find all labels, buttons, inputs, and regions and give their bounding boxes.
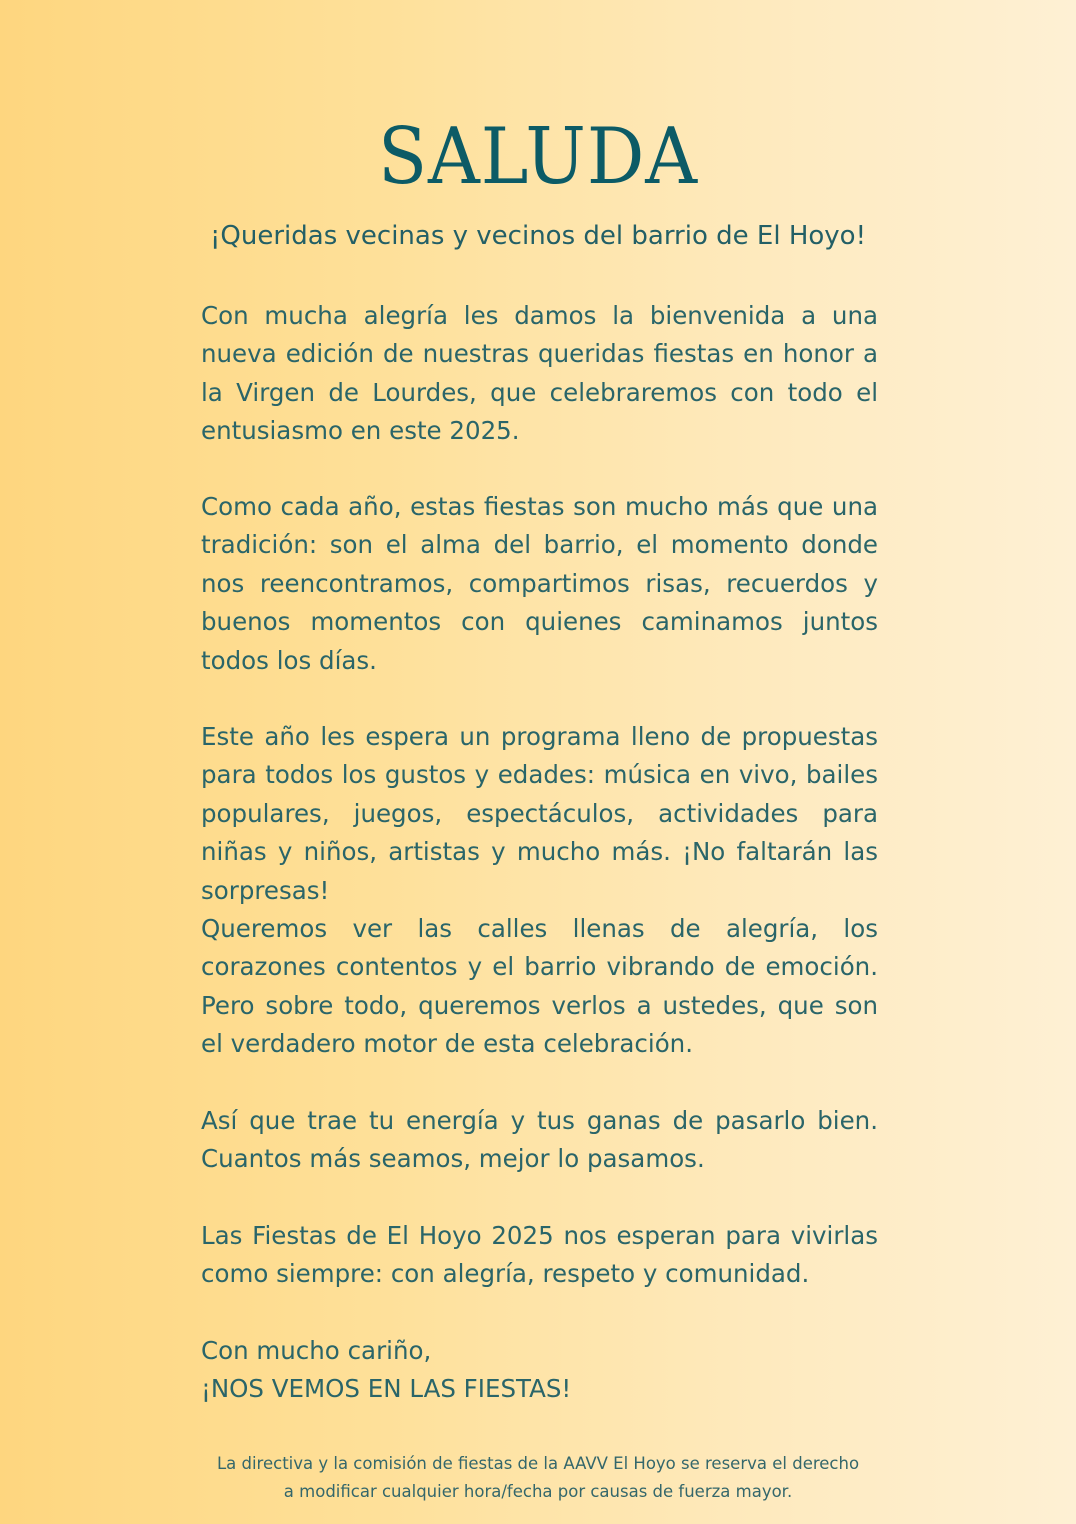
- greeting: ¡Queridas vecinas y vecinos del barrio de El Hoyo!: [210, 221, 866, 251]
- paragraph-community: Las Fiestas de El Hoyo 2025 nos esperan para vivirlas como siempre: con alegría, respeto y comunidad.: [201, 1221, 878, 1289]
- paragraph-streets: Queremos ver las calles llenas de alegría, los corazones contentos y el barrio vibrando de emoción. Pero sobre todo, queremos verlos a ustedes, que son el verdadero motor de esta celebración.: [201, 914, 878, 1059]
- paragraph-energy: Así que trae tu energía y tus ganas de pasarlo bien. Cuantos más seamos, mejor lo pasamos.: [201, 1106, 878, 1174]
- footer-line-1: La directiva y la comisión de fiestas de la AAVV El Hoyo se reserva el derecho: [216, 1454, 860, 1473]
- footer-disclaimer: [160, 1450, 916, 1506]
- footer-line-2: a modificar cualquier hora/fecha por causas de fuerza mayor.: [283, 1482, 793, 1501]
- closing-line-1: Con mucho cariño,: [201, 1336, 432, 1365]
- paragraph-tradition: Como cada año, estas fiestas son mucho más que una tradición: son el alma del barrio, el momento donde nos reencontramos, compartimos risas, recuerdos y buenos momentos con quienes caminamos juntos todos los días.: [201, 492, 878, 675]
- paragraph-welcome: Con mucha alegría les damos la bienvenida a una nueva edición de nuestras queridas fiestas en honor a la Virgen de Lourdes, que celebraremos con todo el entusiasmo en este 2025.: [201, 301, 878, 446]
- closing: [201, 1332, 878, 1408]
- paragraph-program: Este año les espera un programa lleno de propuestas para todos los gustos y edades: música en vivo, bailes populares, juegos, espectáculos, actividades para niñas y niños, artistas y mucho más. ¡No faltarán las sorpresas!: [201, 722, 878, 905]
- closing-line-2: ¡NOS VEMOS EN LAS FIESTAS!: [201, 1374, 572, 1403]
- page-title: SALUDA: [377, 112, 699, 202]
